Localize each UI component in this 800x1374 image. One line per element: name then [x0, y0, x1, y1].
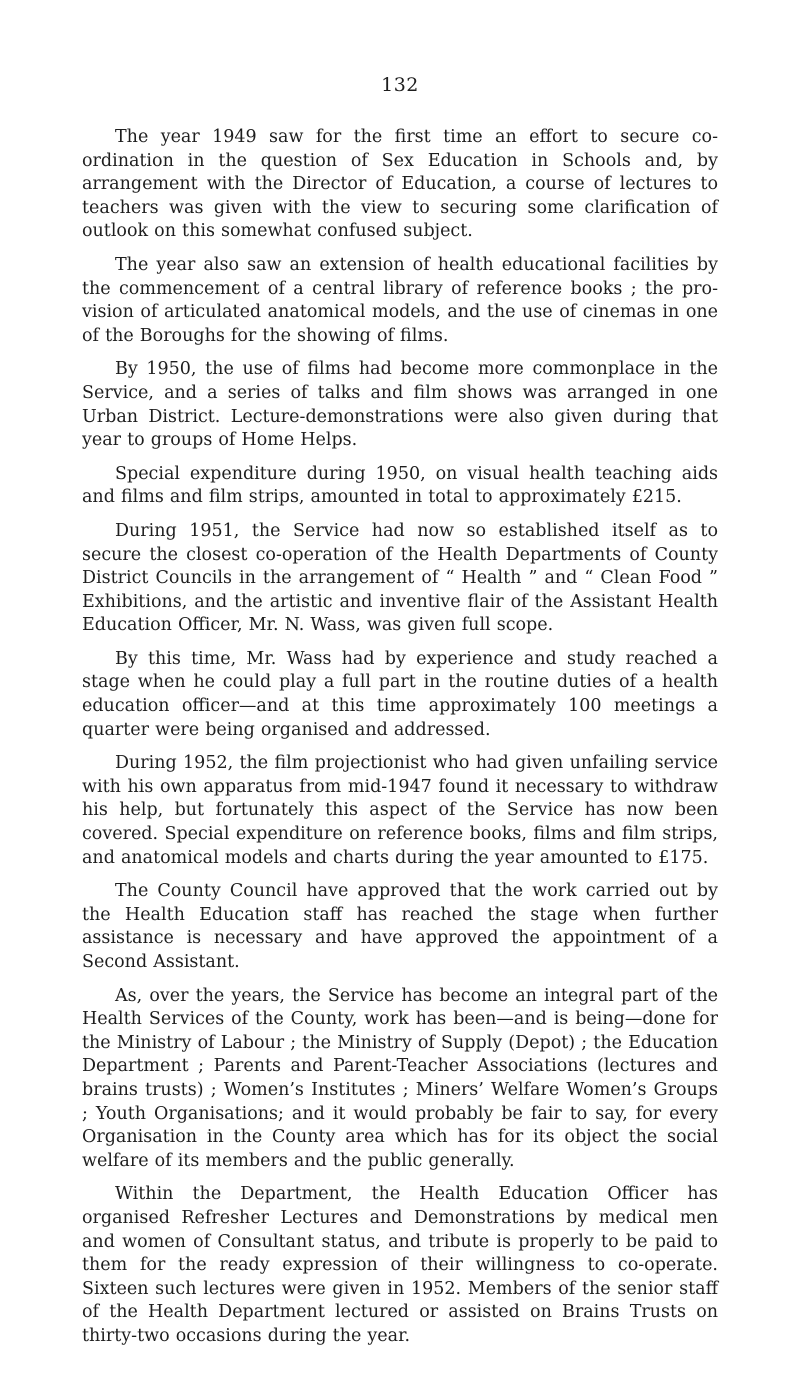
paragraph-projectionist-1952: During 1952, the film projectionist who had given unfailing service with his own apparatus from mid-1947 found it necessary to withdraw his help, but fortunately this aspect of the Service has now been covered. Special expenditure on reference books, films and film strips, and anatomical models and charts during the year amounted to £175.	[82, 753, 718, 868]
paragraph-expenditure-1950: Special expenditure during 1950, on visual health teaching aids and films and film strips, amounted in total to approximately £215.	[82, 463, 718, 508]
paragraph-sex-education-1949: The year 1949 saw for the first time an effort to secure co-ordination in the question of Sex Education in Schools and, by arrangement with the Director of Education, a course of lectures to teachers was given with the view to securing some clarification of outlook on this somewhat confused subject.	[82, 127, 718, 242]
paragraph-library-and-models: The year also saw an extension of health educational facilities by the commencement of a central library of reference books ; the pro-vision of articulated anatomical models, and the use of cinemas in one of the Boroughs for the showing of films.	[82, 254, 718, 346]
paragraph-county-services: As, over the years, the Service has become an integral part of the Health Services of the County, work has been—and is being—done for the Ministry of Labour ; the Ministry of Supply (Depot) ; the Education Department ; Parents and Parent-Teacher Associations (lectures and brains trusts) ; Women’s Institutes ; Miners’ Welfare Women’s Groups ; Youth Organisations; and it would probably be fair to say, for every Organisation in the County area which has for its object the social welfare of its members and the public generally.	[82, 985, 718, 1171]
paragraph-refresher-lectures: Within the Department, the Health Education Officer has organised Refresher Lectures and Demonstrations by medical men and women of Consultant status, and tribute is properly to be paid to them for the ready expression of their willingness to co-operate. Sixteen such lectures were given in 1952. Members of the senior staff of the Health Department lectured or assisted on Brains Trusts on thirty-two occasions during the year.	[82, 1184, 718, 1346]
paragraph-mr-wass-duties: By this time, Mr. Wass had by experience and study reached a stage when he could play a full part in the routine duties of a health education officer—and at this time approximately 100 meetings a quarter were being organised and addressed.	[82, 648, 718, 740]
paragraph-second-assistant: The County Council have approved that the work carried out by the Health Education staff has reached the stage when further assistance is necessary and have approved the appointment of a Second Assistant.	[82, 881, 718, 972]
document-body	[82, 126, 718, 1359]
paragraph-films-1950: By 1950, the use of films had become more commonplace in the Service, and a series of talks and film shows was arranged in one Urban District. Lecture-demonstrations were also given during that year to groups of Home Helps.	[82, 359, 718, 451]
paragraph-exhibitions-1951: During 1951, the Service had now so established itself as to secure the closest co-operation of the Health Departments of County District Councils in the arrangement of “ Health ” and “ Clean Food ” Exhibitions, and the artistic and inventive flair of the Assistant Health Education Officer, Mr. N. Wass, was given full scope.	[82, 520, 718, 636]
page-number: 132	[381, 74, 419, 96]
